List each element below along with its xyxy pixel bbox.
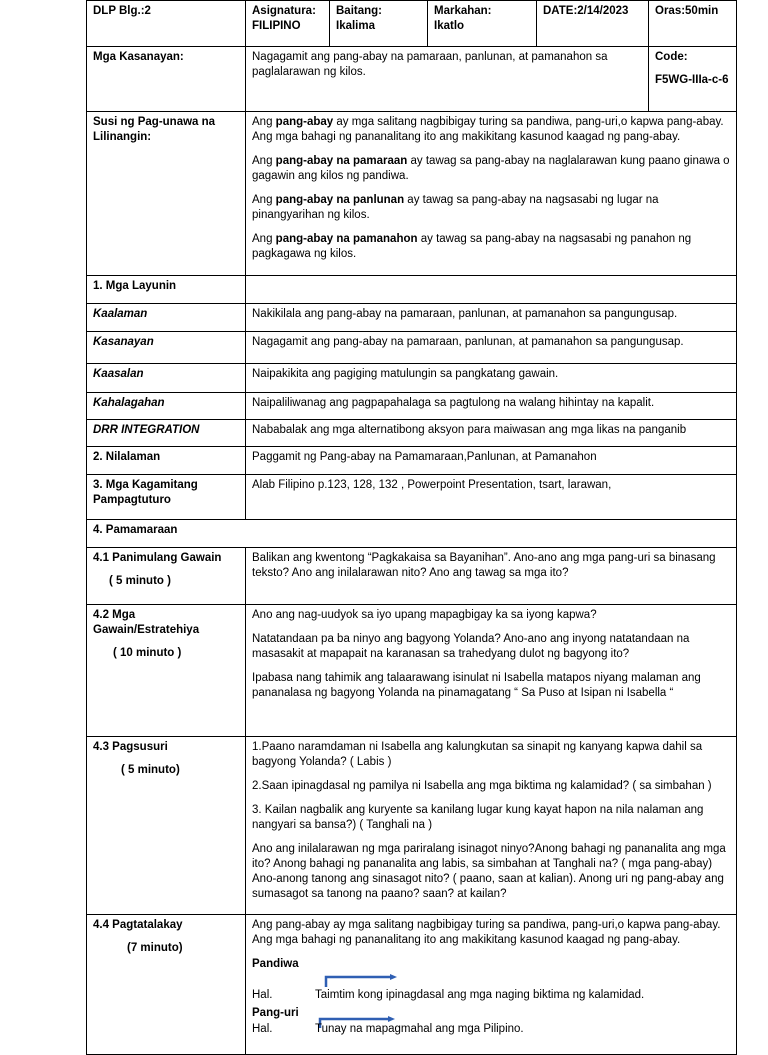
susi-paragraph-4: Ang pang-abay na pamanahon ay tawag sa pang-abay na nagsasabi ng panahon ng pagkagawa ng kilos. <box>252 233 692 260</box>
pamamaraan-row <box>87 520 737 548</box>
nilalaman-text: Paggamit ng Pang-abay na Pamamaraan,Panlunan, at Pamanahon <box>246 447 737 475</box>
arrow-example-1-icon <box>324 974 400 988</box>
oras-cell: Oras:50min <box>649 1 737 47</box>
section-4-4-row <box>87 915 737 1055</box>
kasanayan-obj-label: Kasanayan <box>87 332 246 364</box>
section-4-1-time: ( 5 minuto ) <box>109 575 171 587</box>
term-pamanahon: pang-abay na pamanahon <box>275 233 418 245</box>
susi-row <box>87 112 737 276</box>
nilalaman-label: 2. Nilalaman <box>87 447 246 475</box>
markahan-cell <box>428 1 537 47</box>
section-4-2-label: 4.2 Mga Gawain/Estratehiya <box>93 609 200 636</box>
pamamaraan-label: 4. Pamamaraan <box>87 520 737 548</box>
baitang-value: Ikalima <box>336 20 375 32</box>
section-4-2-paragraph-1: Ano ang nag-uudyok sa iyo upang mapagbigay ka sa iyong kapwa? <box>252 609 597 621</box>
susi-paragraph-3: Ang pang-abay na panlunan ay tawag sa pang-abay na nagsasabi ng lugar na pinangyarihan ng kilos. <box>252 194 659 221</box>
kagamitan-text: Alab Filipino p.123, 128, 132 , Powerpoint Presentation, tsart, larawan, <box>246 475 737 520</box>
date-cell: DATE:2/14/2023 <box>537 1 649 47</box>
section-4-3-question-2: 2.Saan ipinagdasal ng pamilya ni Isabella ang mga biktima ng kalamidad? ( sa simbahan ) <box>252 780 712 792</box>
kaasalan-text: Naipakikita ang pagiging matulungin sa pangkatang gawain. <box>246 364 737 393</box>
section-4-4-time: (7 minuto) <box>127 942 183 954</box>
drr-label: DRR INTEGRATION <box>87 420 246 447</box>
section-4-3-paragraph-4: Ano ang inilalarawan ng mga pariralang isinagot ninyo?Anong bahagi ng pananalita ang mga ito? Anong bahagi ng pananalita ang labis, sa simbahan at Tanghali na? ( mga pang-abay) Ano-anong tanong ang sinasagot nito? ( paano, saan at kalian). Anong uri ng pang-abay ang sumasagot sa tanong na paano? saan? at kailan? <box>252 843 726 900</box>
example-1-row <box>252 976 730 1006</box>
kasanayan-label: Mga Kasanayan: <box>87 47 246 112</box>
kasanayan-obj-text: Nagagamit ang pang-abay na pamaraan, panlunan, at pamanahon sa pangungusap. <box>246 332 737 364</box>
section-4-3-time: ( 5 minuto) <box>121 764 180 776</box>
section-4-1-text: Balikan ang kwentong “Pagkakaisa sa Bayanihan”. Ano-ano ang mga pang-uri sa binasang teksto? Ano ang inilalarawan nito? Ano ang tawag sa mga ito? <box>246 548 737 605</box>
code-label: Code: <box>655 51 688 63</box>
kaalaman-label: Kaalaman <box>87 304 246 332</box>
header-row <box>87 1 737 47</box>
susi-content <box>246 112 737 276</box>
section-4-4-content <box>246 915 737 1055</box>
section-4-2-time: ( 10 minuto ) <box>113 647 182 659</box>
hal-label-2: Hal. <box>252 1023 273 1035</box>
section-4-2-row <box>87 605 737 737</box>
kagamitan-row <box>87 475 737 520</box>
example-sentence-2: Tunay na mapagmahal ang mga Pilipino. <box>315 1023 524 1035</box>
kasanayan-text: Nagagamit ang pang-abay na pamaraan, panlunan, at pamanahon sa paglalarawan ng kilos. <box>246 47 649 112</box>
kaasalan-row <box>87 364 737 393</box>
section-4-2-paragraph-3: Ipabasa nang tahimik ang talaarawang isinulat ni Isabella matapos niyang malaman ang pananalasa ng bagyong Yolanda na pinamagatang “ Sa Puso at Isipan ni Isabella “ <box>252 672 701 699</box>
section-4-4-paragraph-1: Ang pang-abay ay mga salitang nagbibigay turing sa pandiwa, pang-uri,o kapwa pang-abay. Ang mga bahagi ng pananalitang ito ang makikitang kasunod kaagad ng pang-abay. <box>252 919 721 946</box>
section-4-4-label-cell <box>87 915 246 1055</box>
section-4-3-content <box>246 737 737 915</box>
asignatura-value: FILIPINO <box>252 20 301 32</box>
asignatura-label: Asignatura: <box>252 5 316 17</box>
kasanayan-row <box>87 47 737 112</box>
example-sentence-1: Taimtim kong ipinagdasal ang mga naging biktima ng kalamidad. <box>315 989 645 1001</box>
section-4-3-question-3: 3. Kailan nagbalik ang kuryente sa kanilang lugar kung kayat hapon na nila nalaman ang nangyari sa bansa?) ( Tanghali na ) <box>252 804 704 831</box>
kaasalan-label: Kaasalan <box>87 364 246 393</box>
susi-paragraph-1: Ang pang-abay ay mga salitang nagbibigay turing sa pandiwa, pang-uri,o kapwa pang-abay. Ang mga bahagi ng pananalitang ito ang makikitang kasunod kaagad ng pang-abay. <box>252 116 724 143</box>
section-4-3-label-cell <box>87 737 246 915</box>
nilalaman-row <box>87 447 737 475</box>
kagamitan-label: 3. Mga Kagamitang Pampagtuturo <box>87 475 246 520</box>
section-4-3-label: 4.3 Pagsusuri <box>93 741 168 753</box>
drr-row <box>87 420 737 447</box>
hal-label-1: Hal. <box>252 989 273 1001</box>
drr-text: Nababalak ang mga alternatibong aksyon para maiwasan ang mga likas na panganib <box>246 420 737 447</box>
kahalagahan-label: Kahalagahan <box>87 393 246 420</box>
example-2-row <box>252 1021 730 1041</box>
kahalagahan-text: Naipaliliwanag ang pagpapahalaga sa pagtulong na walang hihintay na kapalit. <box>246 393 737 420</box>
section-4-1-label: 4.1 Panimulang Gawain <box>93 552 222 564</box>
section-4-2-content <box>246 605 737 737</box>
kaalaman-text: Nakikilala ang pang-abay na pamaraan, panlunan, at pamanahon sa pangungusap. <box>246 304 737 332</box>
markahan-label: Markahan: <box>434 5 492 17</box>
section-4-3-row <box>87 737 737 915</box>
term-panlunan: pang-abay na panlunan <box>275 194 405 206</box>
asignatura-cell <box>246 1 330 47</box>
susi-label: Susi ng Pag-unawa na Lilinangin: <box>87 112 246 276</box>
section-4-1-row <box>87 548 737 605</box>
code-value: F5WG-IIIa-c-6 <box>655 74 729 86</box>
kasanayan-obj-row <box>87 332 737 364</box>
baitang-cell <box>330 1 428 47</box>
layunin-label: 1. Mga Layunin <box>87 276 246 304</box>
layunin-empty <box>246 276 737 304</box>
section-4-2-label-cell <box>87 605 246 737</box>
term-pamaraan: pang-abay na pamaraan <box>275 155 408 167</box>
kaalaman-row <box>87 304 737 332</box>
pandiwa-label: Pandiwa <box>252 958 299 970</box>
section-4-1-label-cell <box>87 548 246 605</box>
susi-paragraph-2: Ang pang-abay na pamaraan ay tawag sa pang-abay na naglalarawan kung paano ginawa o gagawin ang kilos ng pandiwa. <box>252 155 730 182</box>
baitang-label: Baitang: <box>336 5 382 17</box>
lesson-plan-table <box>86 0 737 1055</box>
kahalagahan-row <box>87 393 737 420</box>
section-4-4-label: 4.4 Pagtatalakay <box>93 919 183 931</box>
markahan-value: Ikatlo <box>434 20 465 32</box>
section-4-3-question-1: 1.Paano naramdaman ni Isabella ang kalungkutan sa sinapit ng kanyang kapwa dahil sa bagyong Yolanda? ( Labis ) <box>252 741 703 768</box>
code-cell <box>649 47 737 112</box>
layunin-row <box>87 276 737 304</box>
panguri-label: Pang-uri <box>252 1007 299 1019</box>
dlp-number: DLP Blg.:2 <box>87 1 246 47</box>
term-pang-abay: pang-abay <box>275 116 334 128</box>
section-4-2-paragraph-2: Natatandaan pa ba ninyo ang bagyong Yolanda? Ano-ano ang inyong natatandaan na masasakit at mapapait na karanasan sa trahedyang dulot ng bagyong ito? <box>252 633 690 660</box>
